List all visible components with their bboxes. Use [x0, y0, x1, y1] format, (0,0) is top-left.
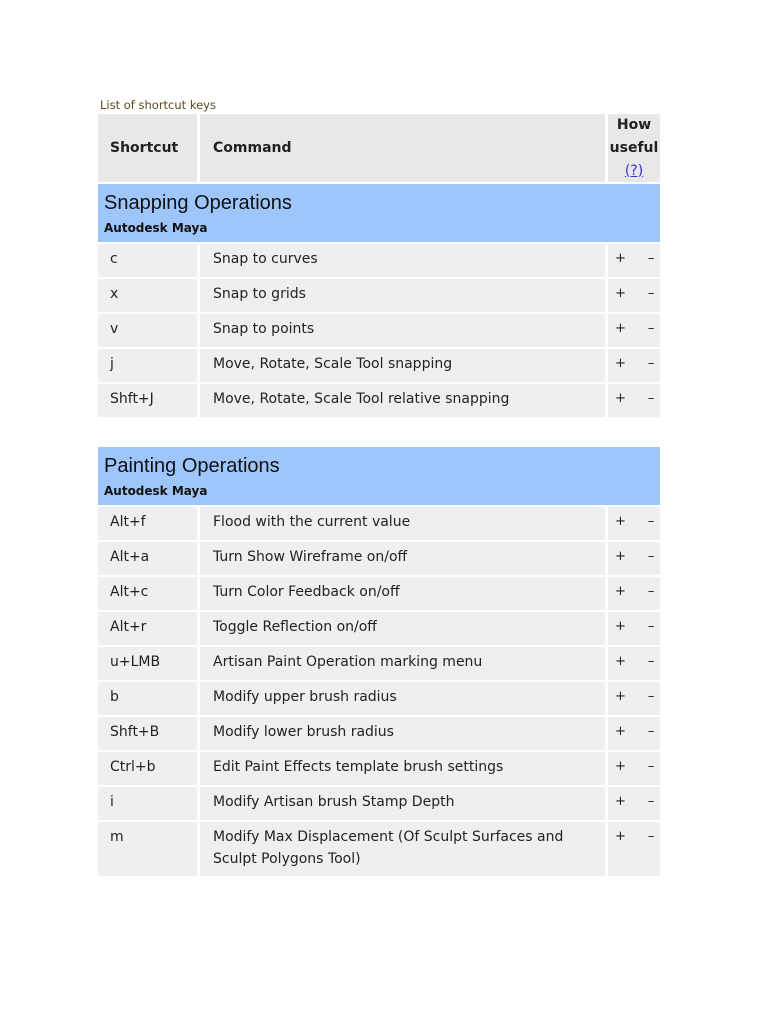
section-subtitle: Autodesk Maya: [104, 484, 208, 498]
command-cell: Edit Paint Effects template brush settings: [200, 752, 608, 785]
shortcut-cell: m: [98, 822, 200, 876]
table-row: [98, 787, 660, 822]
shortcut-cell: Shft+B: [98, 717, 200, 750]
vote-cell: [608, 279, 660, 312]
command-cell: Turn Show Wireframe on/off: [200, 542, 608, 575]
command-cell: Snap to curves: [200, 244, 608, 277]
command-cell: Modify Max Displacement (Of Sculpt Surfaces and Sculpt Polygons Tool): [200, 822, 608, 876]
vote-cell: [608, 577, 660, 610]
vote-down-button[interactable]: –: [647, 391, 655, 406]
vote-up-button[interactable]: +: [615, 356, 626, 371]
table-row: [98, 279, 660, 314]
command-column-header: Command: [200, 114, 608, 182]
table-row: [98, 612, 660, 647]
command-cell: Modify lower brush radius: [200, 717, 608, 750]
shortcut-cell: x: [98, 279, 200, 312]
command-cell: Flood with the current value: [200, 507, 608, 540]
table-row: [98, 244, 660, 279]
table-row: [98, 822, 660, 878]
table-row: [98, 349, 660, 384]
vote-cell: [608, 647, 660, 680]
vote-down-button[interactable]: –: [647, 321, 655, 336]
section-subtitle: Autodesk Maya: [104, 221, 208, 235]
vote-cell: [608, 717, 660, 750]
vote-down-button[interactable]: –: [647, 654, 655, 669]
shortcut-cell: i: [98, 787, 200, 820]
command-cell: Move, Rotate, Scale Tool snapping: [200, 349, 608, 382]
command-cell: Move, Rotate, Scale Tool relative snapping: [200, 384, 608, 417]
section-title: Snapping Operations: [104, 192, 292, 214]
command-cell: Artisan Paint Operation marking menu: [200, 647, 608, 680]
vote-down-button[interactable]: –: [647, 829, 655, 844]
command-cell: Modify Artisan brush Stamp Depth: [200, 787, 608, 820]
vote-down-button[interactable]: –: [647, 514, 655, 529]
command-cell: Snap to grids: [200, 279, 608, 312]
how-useful-column-header: [608, 114, 660, 182]
vote-down-button[interactable]: –: [647, 286, 655, 301]
vote-up-button[interactable]: +: [615, 724, 626, 739]
vote-cell: [608, 244, 660, 277]
shortcut-column-header: Shortcut: [98, 114, 200, 182]
vote-down-button[interactable]: –: [647, 356, 655, 371]
vote-cell: [608, 682, 660, 715]
vote-down-button[interactable]: –: [647, 619, 655, 634]
vote-down-button[interactable]: –: [647, 549, 655, 564]
vote-down-button[interactable]: –: [647, 724, 655, 739]
section-title: Painting Operations: [104, 455, 280, 477]
shortcut-cell: b: [98, 682, 200, 715]
table-row: [98, 542, 660, 577]
how-useful-label-line2: useful: [609, 139, 659, 156]
vote-up-button[interactable]: +: [615, 584, 626, 599]
help-link[interactable]: (?): [624, 162, 644, 179]
vote-down-button[interactable]: –: [647, 794, 655, 809]
vote-up-button[interactable]: +: [615, 689, 626, 704]
command-cell: Modify upper brush radius: [200, 682, 608, 715]
vote-cell: [608, 507, 660, 540]
vote-down-button[interactable]: –: [647, 689, 655, 704]
how-useful-label-line1: How: [616, 116, 652, 133]
table-row: [98, 717, 660, 752]
vote-cell: [608, 612, 660, 645]
table-caption: List of shortcut keys: [100, 98, 216, 112]
shortcut-cell: Alt+f: [98, 507, 200, 540]
table-header-row: [98, 114, 660, 184]
shortcut-cell: Ctrl+b: [98, 752, 200, 785]
table-row: [98, 752, 660, 787]
painting-shortcuts-table: [98, 447, 660, 878]
vote-down-button[interactable]: –: [647, 759, 655, 774]
section-header-painting: [98, 447, 660, 507]
shortcut-cell: Alt+r: [98, 612, 200, 645]
table-row: [98, 314, 660, 349]
table-row: [98, 507, 660, 542]
vote-up-button[interactable]: +: [615, 514, 626, 529]
vote-up-button[interactable]: +: [615, 759, 626, 774]
vote-up-button[interactable]: +: [615, 251, 626, 266]
vote-up-button[interactable]: +: [615, 549, 626, 564]
shortcut-cell: Alt+a: [98, 542, 200, 575]
vote-up-button[interactable]: +: [615, 794, 626, 809]
table-row: [98, 682, 660, 717]
command-cell: Snap to points: [200, 314, 608, 347]
command-cell: Toggle Reflection on/off: [200, 612, 608, 645]
vote-cell: [608, 752, 660, 785]
vote-up-button[interactable]: +: [615, 391, 626, 406]
shortcut-cell: c: [98, 244, 200, 277]
shortcut-cell: j: [98, 349, 200, 382]
snapping-shortcuts-table: [98, 114, 660, 419]
vote-down-button[interactable]: –: [647, 584, 655, 599]
vote-cell: [608, 542, 660, 575]
vote-down-button[interactable]: –: [647, 251, 655, 266]
vote-up-button[interactable]: +: [615, 619, 626, 634]
section-header-snapping: [98, 184, 660, 244]
vote-up-button[interactable]: +: [615, 286, 626, 301]
shortcut-cell: u+LMB: [98, 647, 200, 680]
vote-cell: [608, 384, 660, 417]
shortcut-cell: Alt+c: [98, 577, 200, 610]
vote-cell: [608, 822, 660, 876]
table-row: [98, 384, 660, 419]
shortcut-cell: Shft+J: [98, 384, 200, 417]
vote-cell: [608, 787, 660, 820]
vote-up-button[interactable]: +: [615, 654, 626, 669]
vote-up-button[interactable]: +: [615, 829, 626, 844]
table-row: [98, 577, 660, 612]
shortcut-cell: v: [98, 314, 200, 347]
vote-up-button[interactable]: +: [615, 321, 626, 336]
table-row: [98, 647, 660, 682]
command-cell: Turn Color Feedback on/off: [200, 577, 608, 610]
vote-cell: [608, 314, 660, 347]
vote-cell: [608, 349, 660, 382]
